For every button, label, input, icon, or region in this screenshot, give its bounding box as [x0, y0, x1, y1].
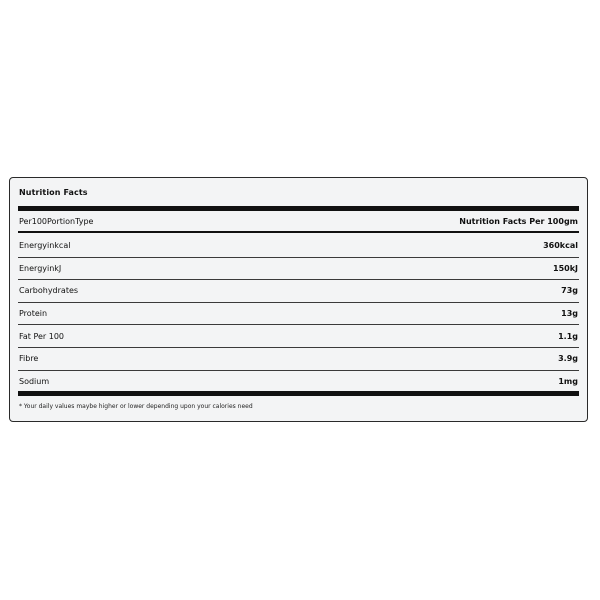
row-value: 1mg — [558, 376, 578, 386]
row-label: Fibre — [19, 354, 39, 364]
table-row-protein — [18, 303, 579, 326]
nutrition-facts-panel — [9, 177, 588, 422]
header-label: Per100PortionType — [19, 216, 94, 226]
divider-thick-bottom — [18, 391, 579, 396]
row-value: 13g — [561, 309, 578, 319]
table-row-sodium — [18, 370, 579, 393]
row-label: Sodium — [19, 376, 50, 386]
table-row-energy-kj — [18, 258, 579, 281]
panel-title: Nutrition Facts — [19, 188, 88, 197]
table-row-fat — [18, 325, 579, 348]
row-label: Protein — [19, 309, 48, 319]
footnote: * Your daily values maybe higher or lower depending upon your calories need — [19, 403, 253, 410]
table-row-carbohydrates — [18, 280, 579, 303]
row-label: Fat Per 100 — [19, 331, 65, 341]
table-row-energy-kcal — [18, 235, 579, 258]
row-label: Carbohydrates — [19, 286, 79, 296]
table-row-fibre — [18, 348, 579, 371]
row-value: 360kcal — [543, 241, 578, 251]
row-value: 150kJ — [553, 263, 578, 273]
row-value: 73g — [561, 286, 578, 296]
row-label: EnergyinkJ — [19, 263, 62, 273]
row-value: 3.9g — [558, 354, 578, 364]
row-label: Energyinkcal — [19, 241, 71, 251]
header-value: Nutrition Facts Per 100gm — [459, 216, 578, 226]
row-value: 1.1g — [558, 331, 578, 341]
table-header-row — [18, 211, 579, 233]
